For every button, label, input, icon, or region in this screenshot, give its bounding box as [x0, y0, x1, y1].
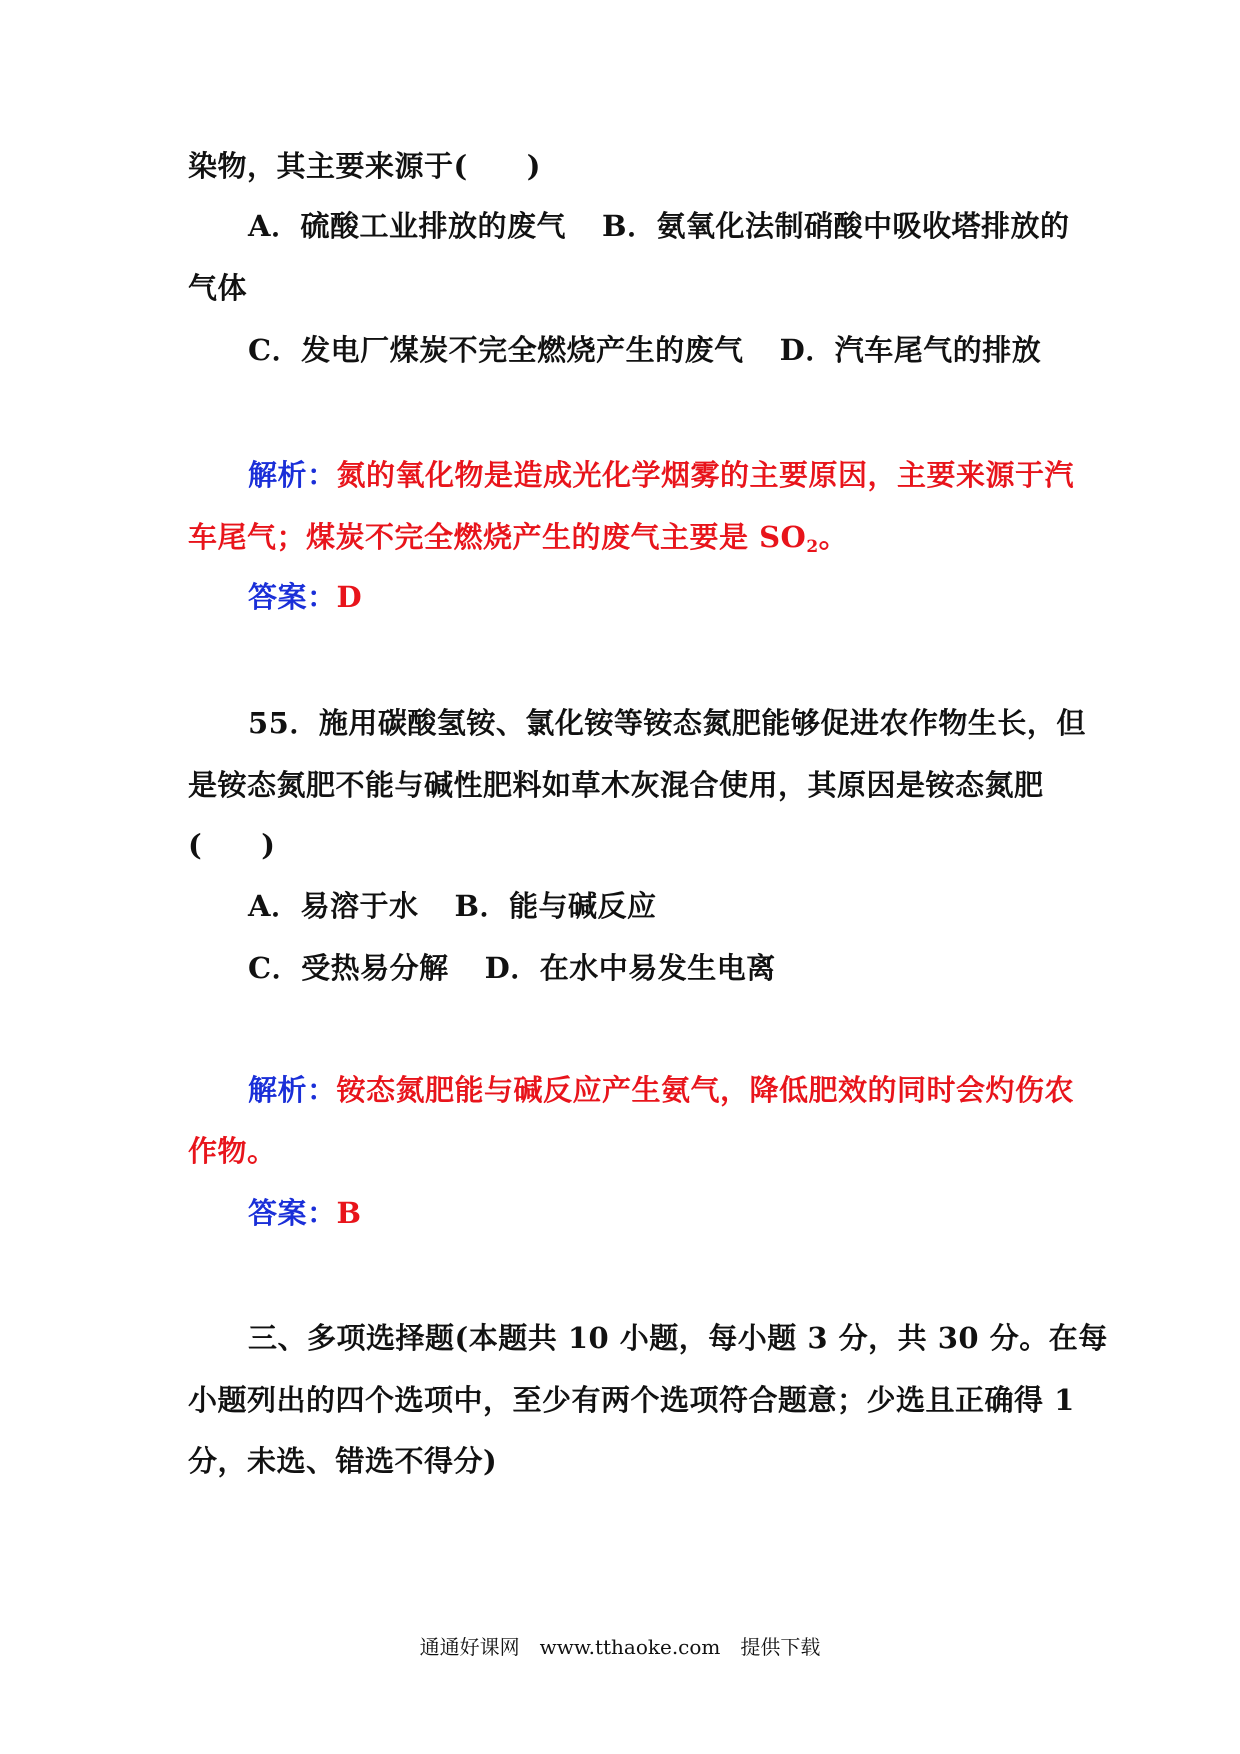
q55-options-ab — [248, 886, 657, 926]
q55-option-d: D．在水中易发生电离 — [484, 951, 776, 985]
q55-analysis-line2: 作物。 — [188, 1134, 277, 1168]
q55-answer — [248, 1193, 362, 1233]
q54-stem-tail: 染物，其主要来源于( ) — [188, 149, 541, 183]
q54-option-b: B．氨氧化法制硝酸中吸收塔排放的 — [602, 209, 1070, 243]
q54-answer-label: 答案： — [248, 580, 337, 614]
q54-option-d: D．汽车尾气的排放 — [779, 333, 1042, 367]
section3-line2: 小题列出的四个选项中，至少有两个选项符合题意；少选且正确得 1 — [188, 1383, 1075, 1417]
q55-stem-line1: 55．施用碳酸氢铵、氯化铵等铵态氮肥能够促进农作物生长，但 — [248, 706, 1086, 740]
q54-analysis-text2: 车尾气；煤炭不完全燃烧产生的废气主要是 SO — [188, 520, 807, 554]
q55-stem-line2: 是铵态氮肥不能与碱性肥料如草木灰混合使用，其原因是铵态氮肥 — [188, 768, 1044, 802]
q54-answer — [248, 577, 362, 617]
q54-option-c: C．发电厂煤炭不完全燃烧产生的废气 — [248, 333, 744, 367]
section3-line1: 三、多项选择题(本题共 10 小题，每小题 3 分，共 30 分。在每 — [248, 1321, 1108, 1355]
q54-options-ab — [248, 206, 1070, 246]
q54-analysis-text1: 氮的氧化物是造成光化学烟雾的主要原因，主要来源于汽 — [336, 458, 1075, 492]
q55-option-c: C．受热易分解 — [248, 951, 449, 985]
section3-line3: 分，未选、错选不得分) — [188, 1444, 498, 1478]
q54-answer-value: D — [336, 580, 363, 614]
q55-analysis-line1 — [248, 1070, 1074, 1110]
q54-analysis-end: 。 — [818, 520, 849, 554]
q55-answer-label: 答案： — [248, 1196, 337, 1230]
q55-answer-value: B — [336, 1196, 362, 1230]
q54-analysis-line2 — [188, 517, 848, 567]
q55-analysis-text1: 铵态氮肥能与碱反应产生氨气，降低肥效的同时会灼伤农 — [336, 1073, 1075, 1107]
page-footer: 通通好课网 www.tthaoke.com 提供下载 — [419, 1635, 821, 1659]
q54-options-cd — [248, 330, 1041, 370]
q55-options-cd — [248, 948, 776, 988]
q55-analysis-label: 解析： — [248, 1073, 337, 1107]
q54-analysis-subscript: 2 — [806, 537, 819, 557]
q54-analysis-line1 — [248, 455, 1074, 495]
q55-option-b: B．能与碱反应 — [454, 889, 657, 923]
q54-analysis-label: 解析： — [248, 458, 337, 492]
q55-option-a: A．易溶于水 — [248, 889, 419, 923]
q54-option-b-cont: 气体 — [188, 271, 248, 305]
q55-stem-line3: ( ) — [188, 828, 276, 862]
q54-option-a: A．硫酸工业排放的废气 — [248, 209, 567, 243]
